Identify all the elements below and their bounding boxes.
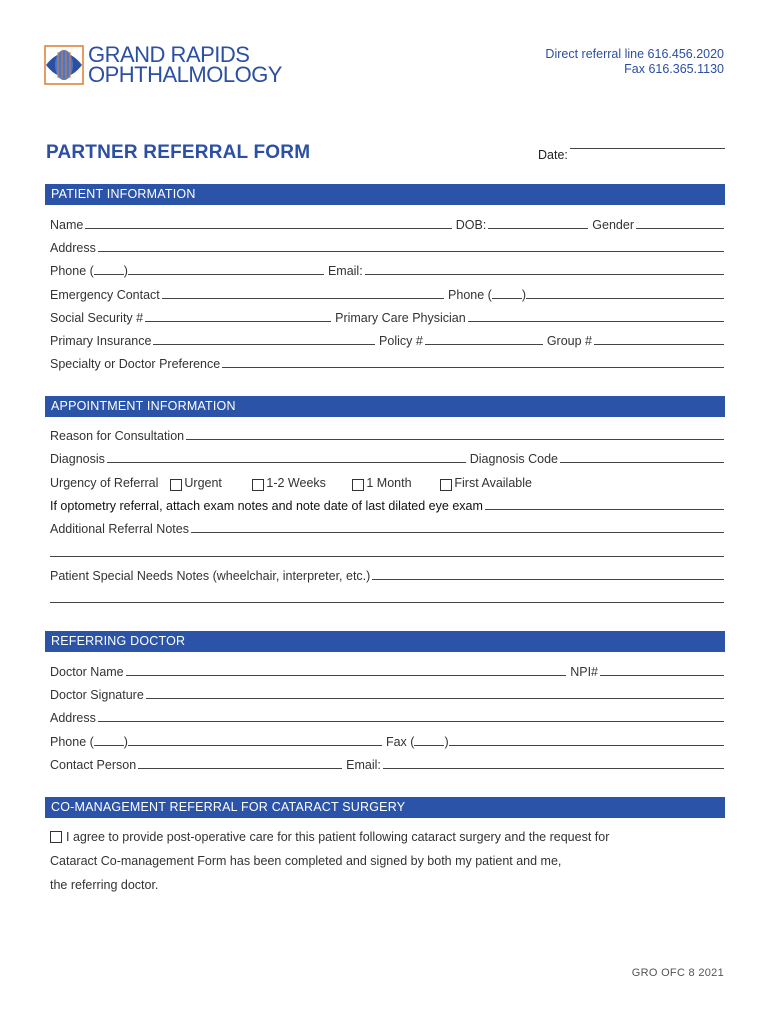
insurance-field[interactable]: [153, 344, 375, 345]
row-urgency: [50, 474, 724, 490]
fax-line: Fax 616.365.1130: [624, 62, 724, 76]
doctor-area-code-field[interactable]: [94, 745, 124, 746]
special-needs-field-2[interactable]: [50, 602, 724, 603]
ssn-label: Social Security #: [50, 311, 144, 325]
signature-field[interactable]: [146, 698, 724, 699]
phone2-close: ): [521, 288, 526, 302]
doctor-phone-field[interactable]: [128, 745, 382, 746]
form-code: GRO OFC 8 2021: [631, 967, 724, 979]
pcp-label: Primary Care Physician: [335, 311, 466, 325]
policy-label: Policy #: [379, 334, 423, 348]
row-notes: [50, 520, 724, 536]
contact-info: [545, 47, 724, 77]
npi-label: NPI#: [570, 665, 598, 679]
first-available-option[interactable]: [440, 476, 532, 490]
date-line[interactable]: [570, 148, 725, 149]
first-available-checkbox[interactable]: [440, 479, 452, 491]
specialty-field[interactable]: [222, 367, 724, 368]
row-signature: [50, 686, 724, 702]
row-diagnosis: [50, 450, 724, 466]
logo-text-line2: OPHTHALMOLOGY: [88, 62, 282, 87]
emergency-field[interactable]: [162, 298, 444, 299]
section-referring-doctor: REFERRING DOCTOR: [45, 631, 725, 652]
one-month-checkbox[interactable]: [352, 479, 364, 491]
urgent-label: Urgent: [184, 476, 222, 490]
row-contact-person: [50, 756, 724, 772]
row-special-needs: [50, 567, 724, 583]
doctor-name-label: Doctor Name: [50, 665, 124, 679]
row-ssn: [50, 309, 724, 325]
first-available-label: First Available: [454, 476, 532, 490]
row-insurance: [50, 332, 724, 348]
reason-field[interactable]: [186, 439, 724, 440]
row-phone-email: [50, 262, 724, 278]
reason-label: Reason for Consultation: [50, 429, 185, 443]
logo-text-line1: GRAND RAPIDS: [88, 42, 250, 67]
urgent-checkbox[interactable]: [170, 479, 182, 491]
address-label: Address: [50, 241, 96, 255]
logo: [44, 44, 304, 88]
group-label: Group #: [546, 334, 592, 348]
contact-person-label: Contact Person: [50, 758, 137, 772]
dob-label: DOB:: [455, 218, 487, 232]
special-needs-label: Patient Special Needs Notes (wheelchair, interpreter, etc.): [50, 569, 371, 583]
ssn-field[interactable]: [145, 321, 331, 322]
email-field[interactable]: [365, 274, 724, 275]
notes-field-2[interactable]: [50, 556, 724, 557]
row-emergency: [50, 286, 724, 302]
emergency-phone-field[interactable]: [526, 298, 724, 299]
optometry-label: If optometry referral, attach exam notes and note date of last dilated eye exam: [50, 499, 483, 513]
section-co-management: CO-MANAGEMENT REFERRAL FOR CATARACT SURGERY: [45, 797, 725, 818]
address-field[interactable]: [98, 251, 724, 252]
doctor-fax-field[interactable]: [449, 745, 724, 746]
doctor-phone-label: Phone (: [50, 735, 94, 749]
notes-label: Additional Referral Notes: [50, 522, 189, 536]
one-month-label: 1 Month: [366, 476, 412, 490]
row-specialty: [50, 355, 724, 371]
gender-label: Gender: [592, 218, 634, 232]
name-label: Name: [50, 218, 84, 232]
section-appointment-information: APPOINTMENT INFORMATION: [45, 396, 725, 417]
doctor-name-field[interactable]: [126, 675, 567, 676]
dilated-exam-date-field[interactable]: [485, 509, 724, 510]
diagnosis-code-label: Diagnosis Code: [469, 452, 558, 466]
policy-field[interactable]: [425, 344, 543, 345]
signature-label: Doctor Signature: [50, 688, 144, 702]
row-doctor-address: [50, 709, 724, 725]
eye-logo-icon: [44, 44, 84, 86]
agreement-text-1: I agree to provide post-operative care for this patient following cataract surgery and the request for: [66, 830, 610, 844]
name-field[interactable]: [85, 228, 451, 229]
one-month-option[interactable]: [352, 476, 440, 490]
emergency-label: Emergency Contact: [50, 288, 160, 302]
pcp-field[interactable]: [468, 321, 724, 322]
special-needs-field[interactable]: [372, 579, 724, 580]
agreement-text-2: Cataract Co-management Form has been completed and signed by both my patient and me,: [50, 854, 562, 868]
row-doctor-phone-fax: [50, 733, 724, 749]
one-two-weeks-checkbox[interactable]: [252, 479, 264, 491]
phone-close: ): [123, 264, 128, 278]
row-notes-continued: [50, 544, 724, 560]
phone-label: Phone (: [50, 264, 94, 278]
one-two-weeks-label: 1-2 Weeks: [266, 476, 326, 490]
emergency-area-code-field[interactable]: [492, 298, 522, 299]
row-doctor-name: [50, 663, 724, 679]
section-patient-information: PATIENT INFORMATION: [45, 184, 725, 205]
doctor-phone-close: ): [123, 735, 128, 749]
diagnosis-field[interactable]: [107, 462, 466, 463]
npi-field[interactable]: [600, 675, 724, 676]
specialty-label: Specialty or Doctor Preference: [50, 357, 221, 371]
contact-person-field[interactable]: [138, 768, 342, 769]
doctor-fax-close: ): [444, 735, 449, 749]
date-field[interactable]: [538, 148, 725, 162]
row-address: [50, 239, 724, 255]
area-code-field[interactable]: [94, 274, 124, 275]
doctor-fax-label: Fax (: [385, 735, 415, 749]
date-label: Date:: [538, 148, 568, 162]
diagnosis-label: Diagnosis: [50, 452, 105, 466]
notes-field[interactable]: [191, 532, 724, 533]
doctor-email-label: Email:: [346, 758, 381, 772]
group-field[interactable]: [594, 344, 724, 345]
doctor-address-label: Address: [50, 711, 96, 725]
row-optometry: [50, 497, 724, 513]
row-reason: [50, 427, 724, 443]
agreement-line-1: [50, 830, 730, 844]
phone-field[interactable]: [128, 274, 324, 275]
dob-field[interactable]: [488, 228, 588, 229]
urgent-option[interactable]: [170, 476, 252, 490]
referral-line: Direct referral line 616.456.2020: [545, 47, 724, 61]
email-label: Email:: [327, 264, 363, 278]
page-title: PARTNER REFERRAL FORM: [46, 142, 311, 163]
diagnosis-code-field[interactable]: [560, 462, 724, 463]
gender-field[interactable]: [636, 228, 724, 229]
phone2-label: Phone (: [448, 288, 492, 302]
row-name: [50, 216, 724, 232]
doctor-address-field[interactable]: [98, 721, 724, 722]
doctor-email-field[interactable]: [383, 768, 724, 769]
agreement-text-3: the referring doctor.: [50, 878, 159, 892]
urgency-label: Urgency of Referral: [50, 476, 159, 490]
insurance-label: Primary Insurance: [50, 334, 152, 348]
agreement-checkbox[interactable]: [50, 831, 62, 843]
row-special-needs-continued: [50, 590, 724, 606]
doctor-fax-area-code-field[interactable]: [414, 745, 444, 746]
one-two-weeks-option[interactable]: [252, 476, 352, 490]
